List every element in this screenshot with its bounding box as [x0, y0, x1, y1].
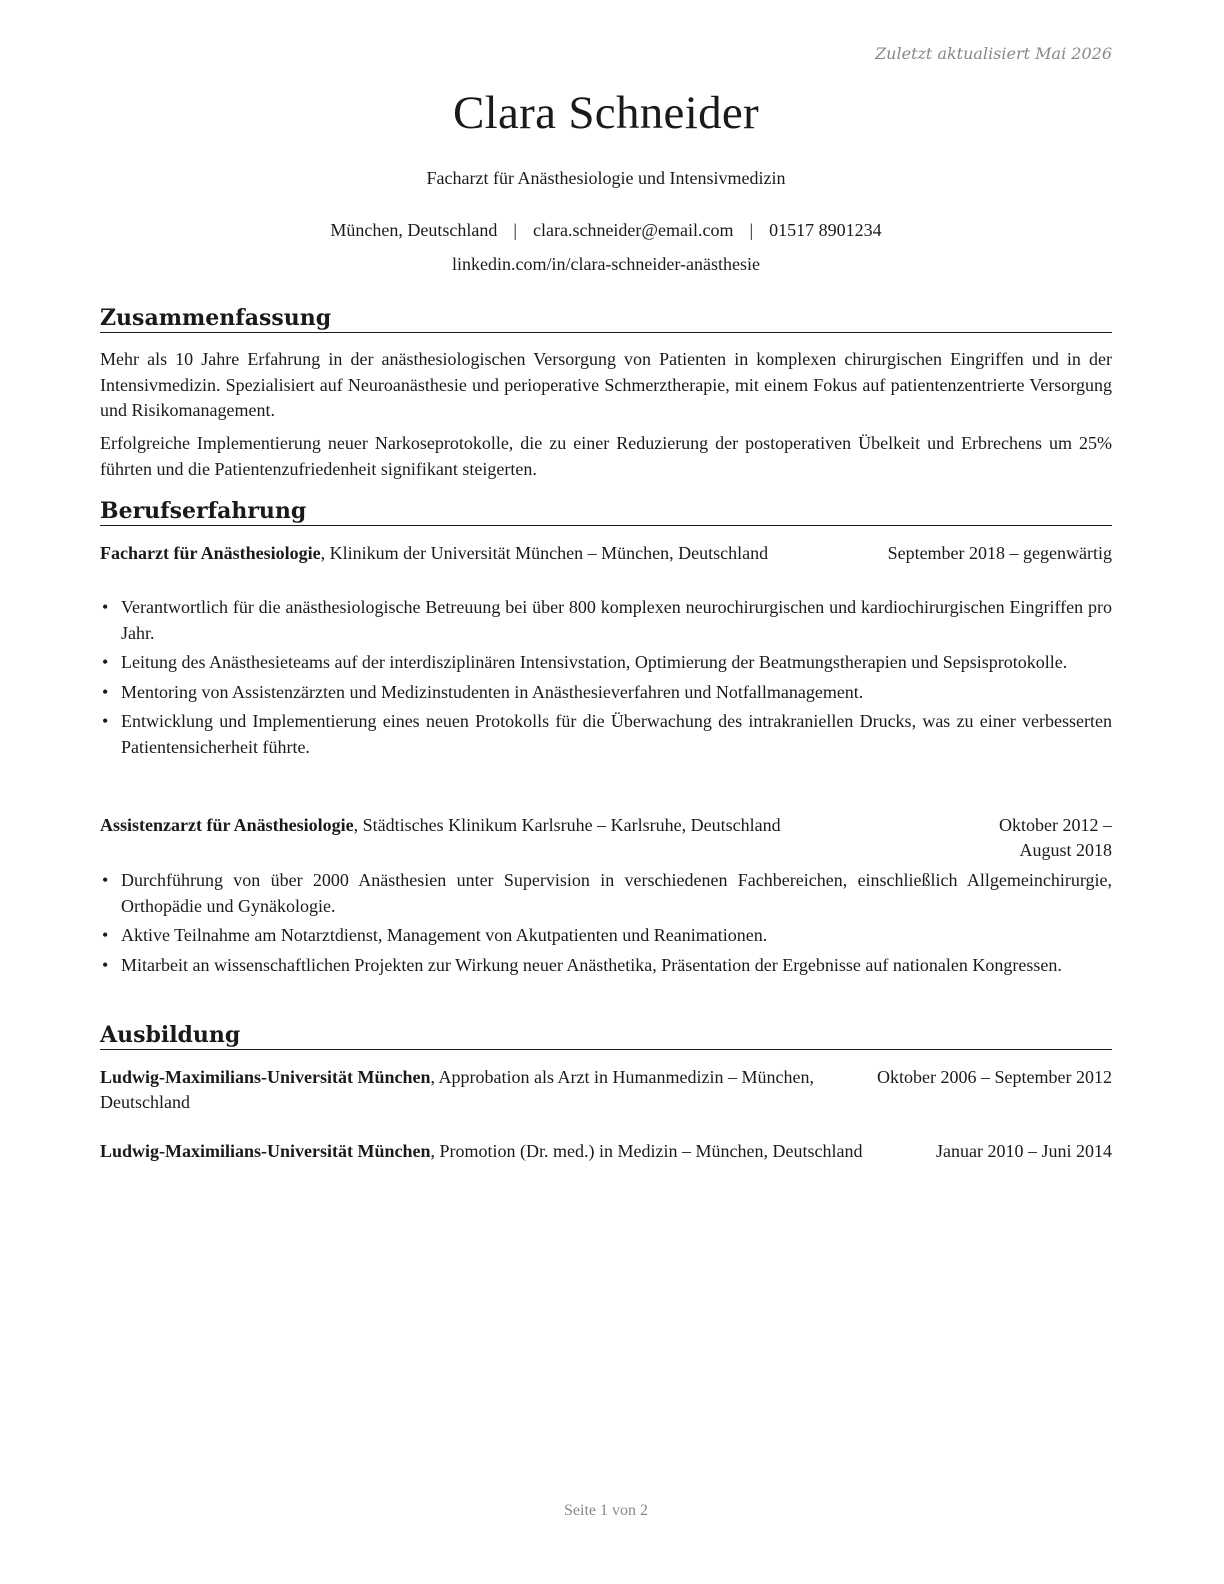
list-item: • Verantwortlich für die anästhesiologische Betreuung bei über 800 komplexen neurochirurgischen und kardiochirurgischen Eingriffen pro Jahr. — [102, 597, 1112, 643]
bullet-icon: • — [102, 711, 109, 731]
list-item: • Durchführung von über 2000 Anästhesien unter Supervision in verschiedenen Fachbereichen, einschließlich Allgemeinchirurgie, Orthopädie und Gynäkologie. — [102, 870, 1112, 916]
list-item: • Entwicklung und Implementierung eines neuen Protokolls für die Überwachung des intrakraniellen Drucks, was zu einer verbesserten Patientensicherheit führte. — [102, 711, 1112, 757]
bullet-icon: • — [102, 954, 109, 975]
job-organization: , Städtisches Klinikum Karlsruhe – Karlsruhe, Deutschland — [353, 815, 781, 835]
school-name: Ludwig-Maximilians-Universität München — [100, 1141, 431, 1161]
linkedin-link[interactable]: linkedin.com/in/clara-schneider-anästhesie — [451, 254, 760, 274]
job-dates: Oktober 2012 – August 2018 — [999, 815, 1112, 860]
job-role: Facharzt für Anästhesiologie — [100, 543, 321, 563]
summary-paragraph: Erfolgreiche Implementierung neuer Narkoseprotokolle, die zu einer Reduzierung der postoperativen Übelkeit und Erbrechens um 25% führten und die Patientenzufriedenheit signifikant steigerten. — [100, 433, 1112, 479]
job-bullet-list — [100, 595, 1112, 764]
school-name: Ludwig-Maximilians-Universität München — [100, 1067, 431, 1087]
job-dates: September 2018 – gegenwärtig — [887, 543, 1112, 563]
bullet-icon: • — [102, 681, 109, 702]
last-updated: Zuletzt aktualisiert Mai 2026 — [875, 44, 1112, 63]
summary-paragraph: Mehr als 10 Jahre Erfahrung in der anästhesiologischen Versorgung von Patienten in komplexen chirurgischen Eingriffen und in der Intensivmedizin. Spezialisiert auf Neuroanästhesie und perioperative Schmerztherapie, mit einem Fokus auf patientenzentrierte Versorgung und Risikomanagement. — [100, 349, 1112, 420]
section-heading-summary: Zusammenfassung — [100, 305, 1112, 333]
page-number: Seite 1 von 2 — [564, 1502, 648, 1519]
job-role: Assistenzarzt für Anästhesiologie — [100, 815, 354, 835]
candidate-title: Facharzt für Anästhesiologie und Intensivmedizin — [426, 168, 786, 188]
education-entry — [100, 1139, 1112, 1164]
section-heading-experience: Berufserfahrung — [100, 498, 1112, 526]
bullet-icon: • — [102, 925, 109, 945]
location: München, Deutschland — [330, 220, 498, 240]
education-dates: Oktober 2006 – September 2012 — [877, 1067, 1112, 1087]
bullet-icon: • — [102, 652, 109, 672]
education-entry — [100, 1065, 1112, 1115]
job-header — [100, 813, 1112, 863]
education-dates: Januar 2010 – Juni 2014 — [936, 1141, 1112, 1161]
list-item: • Mentoring von Assistenzärzten und Medizinstudenten in Anästhesieverfahren und Notfallmanagement. — [100, 680, 1112, 706]
list-item: • Aktive Teilnahme am Notarztdienst, Management von Akutpatienten und Reanimationen. — [100, 923, 1112, 949]
job-header — [100, 541, 1112, 566]
degree-detail: , Approbation als Arzt in Humanmedizin – München, Deutschland — [100, 1067, 814, 1112]
email-link[interactable]: clara.schneider@email.com — [532, 220, 734, 240]
bullet-icon: • — [102, 870, 109, 890]
separator: | — [749, 220, 754, 240]
job-organization: , Klinikum der Universität München – München, Deutschland — [320, 543, 769, 563]
contact-line — [100, 220, 1112, 241]
job-bullet-list — [100, 868, 1112, 982]
degree-detail: , Promotion (Dr. med.) in Medizin – München, Deutschland — [430, 1141, 863, 1161]
resume-page — [100, 0, 1112, 1584]
separator: | — [513, 220, 517, 240]
section-heading-education: Ausbildung — [100, 1022, 1112, 1050]
list-item: • Mitarbeit an wissenschaftlichen Projekten zur Wirkung neuer Anästhetika, Präsentation der Ergebnisse auf nationalen Kongressen. — [100, 953, 1112, 979]
bullet-icon: • — [102, 597, 109, 617]
candidate-name: Clara Schneider — [453, 87, 759, 139]
phone-number: 01517 8901234 — [769, 220, 882, 240]
list-item: • Leitung des Anästhesieteams auf der interdisziplinären Intensivstation, Optimierung der Beatmungstherapien und Sepsisprotokolle. — [100, 650, 1112, 676]
